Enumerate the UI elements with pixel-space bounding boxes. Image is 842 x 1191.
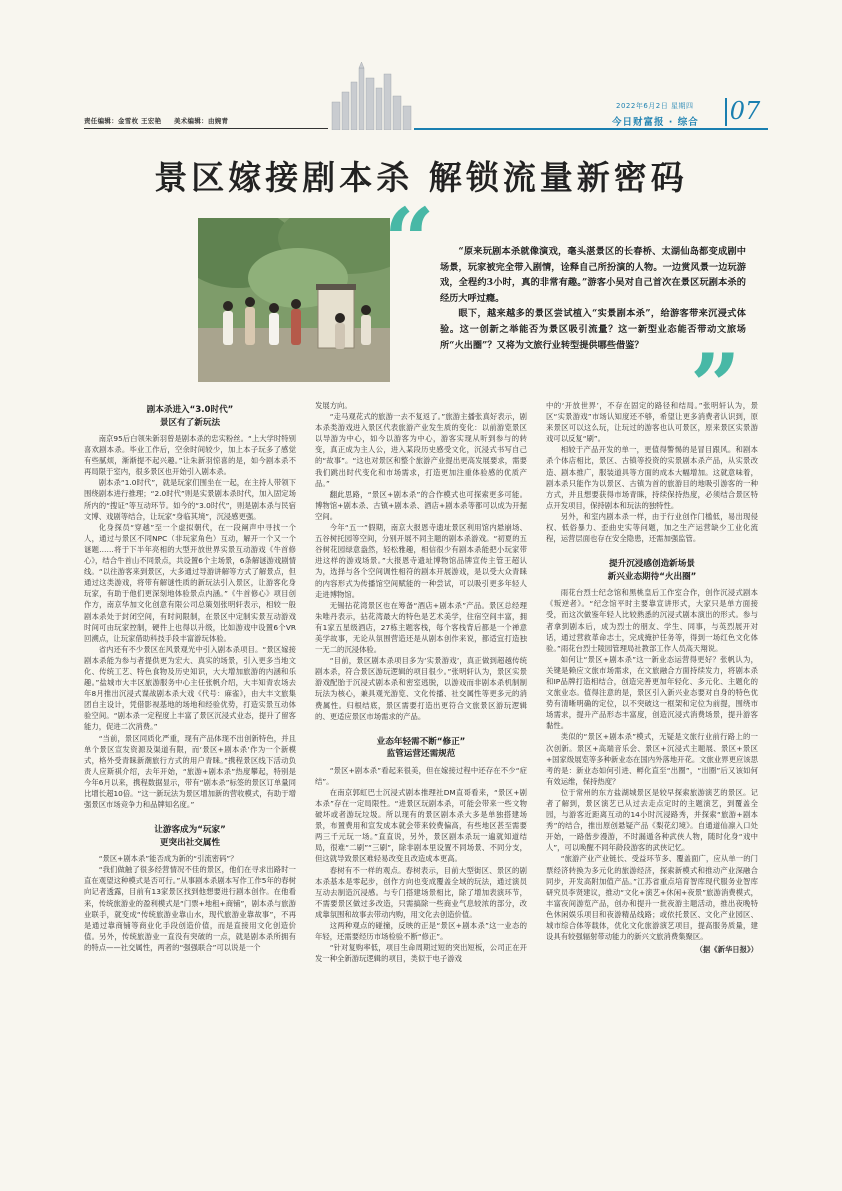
subheading-line: 更突出社交属性 [159, 837, 221, 848]
body-paragraph: 雨花台烈士纪念馆和黑桃皇后工作室合作，创作沉浸式剧本《叛逆者》。“纪念馆平时主要靠宣讲形式，大家只是单方面接受，而这次做鉴年轻人比较熟悉的沉浸式剧本演出的形式。参与者拿到剧本后，成为烈士的朋友、学生、同事，与英烈展开对话，通过营救革命志士，完成掩护任务等，得到一场红色文化体验。”雨花台烈士陵园管理局社教部工作人员高天翔说。 [546, 588, 758, 653]
intro-lead [440, 244, 746, 353]
body-paragraph: 春树有不一样的观点。春树表示，目前大型街区、景区的剧本杀基本是零起步，创作方向也变成覆盖全域的玩法，通过演员互动去制造沉浸感。与专门搭建场景相比，除了增加表演环节，不需要景区做过多改造，只需搞除一些商业气息较浓的部分，改成靠氛围和故事去带动内购，用文化去创造价值。 [315, 865, 527, 919]
editors-line [84, 116, 238, 125]
issue-date: 2022年6月2日 星期四 [616, 102, 694, 110]
body-paragraph: “针对复购率低，项目生命周期过短的突出短板，公司正在开发一种全新游玩逻辑的项目，类似于电子游戏 [315, 943, 527, 964]
body-paragraph: 剧本杀“1.0时代”，就是玩家们围坐在一起，在主持人带领下围绕剧本进行推理；“2.0时代”则是实景剧本杀时代，加入固定场所内的“搜证”等互动环节。如今的“3.0时代”，则是剧本杀与民宿文博、戏剧等结合，让玩家“身临其境”，沉浸感更强。 [84, 478, 296, 521]
page-number-divider [725, 98, 727, 126]
source-credit: （据《新华日报》） [695, 945, 758, 955]
subheading-line: 新兴业态期待“火出圈” [607, 571, 697, 582]
body-paragraph: 化身探员“穿越”至一个虚拟朝代，在一段阐声中寻找一个人，通过与景区不同NPC（非玩家角色）互动，解开一个又一个谜题……将于下半年亮相的大型开放世界实景互动游戏《牛首修心》，结合牛首山不同景点，共设置6个主场景，6条解谜游戏剧情线。“以往游客来到景区，大多通过导游讲解等方式了解景点，但通过这类游戏，将带有解谜性质的新玩法引入景区，让游客化身玩家，有助于他们更深刻地体验景点内涵。”《牛首修心》项目创作方，南京华加文化创意有限公司总策划张明轩表示，相较一般剧本杀处于封闭空间，有时间限制，在景区中定制实景互动游戏时间可由玩家控制，硬件上也得以升级，比如游戏中设置6个VR回溯点，让玩家借助科技手段丰富游玩体验。 [84, 522, 296, 643]
subheading [84, 824, 296, 849]
subheading [84, 404, 296, 429]
subheading [546, 558, 758, 583]
body-paragraph: “目前，景区剧本杀项目多为‘实景游戏’，真正做到超越传统剧本杀，符合景区游玩逻辑的项目很少。”张明轩认为，景区实景游戏配胎于沉浸式剧本杀和密室逃脱，以游戏而非剧本杀机制制玩法为核心，兼具观光游览、文化传播、社交属性等更多元的消费属性。归根结底，景区需要打造出更符合文旅景区游玩逻辑的、更适应景区市场需求的产品。 [315, 656, 527, 721]
body-paragraph: “我们做触了很多经营情况不佳的景区，他们在寻求出路时一直在观望这种模式是否可行。”从事剧本杀剧本写作工作5年的春树向记者透露，目前有13家景区找到他想要进行剧本创作。在他看来，传统旅游业的盈利模式是“门票+地租+商铺”，剧本杀与旅游业联手，就变成“传统旅游业靠山水，现代旅游业靠故事”，不再是通过靠商铺等商业化手段创造价值，而是直接用文化创造价值。另外，传统旅游业一直没有突破的一点，就是剧本杀所拥有的特点——社交属性，两者的“强强联合”可以说是一个 [84, 865, 296, 952]
body-paragraph: “走马观花式的旅游一去不复返了。”旅游主播张真好表示，剧本杀类游戏进入景区代表旅游产业发生质的变化：以前游览景区以导游为中心，如今以游客为中心，游客实现从听到参与的转变，真正成为主人公，进入某段历史感受文化，沉浸式书写自己的“故事”。“这也对景区和整个旅游产业提出更高发展要求，需要我们跳出时代变化和市场需求，打造更加注重体验感的优质产品。” [315, 412, 527, 488]
subheading-line: 剧本杀进入“3.0时代” [146, 405, 234, 415]
body-paragraph: 另外，和室内剧本杀一样，由于行业创作门槛低，易出现侵权、低俗暴力、歪曲史实等问题，加之生产运营缺少工业化流程，运营层面也存在安全隐患，还需加强监管。 [546, 511, 758, 544]
intro-paragraph: “原来玩剧本杀就像演戏，毫头湛景区的长春桥、太湖仙岛都变成剧中场景，玩家被完全带入剧情，诠释自己所扮演的人物。一边赏风景一边玩游戏，全程约3小时，真的非常有趣。”游客小吴对自己首次在景区玩剧本杀的经历大呼过瘾。 [440, 246, 746, 304]
body-paragraph: 南京95后白领朱新羽曾是剧本杀的忠实粉丝。“上大学时特别喜欢剧本杀。毕业工作后，空余时间较少，加上本子玩多了感觉有些腻烦，渐渐提不起兴趣。”让朱新羽惊喜的是，如今剧本杀不再局限于室内，很多景区也开始引入剧本杀。 [84, 434, 296, 477]
body-paragraph: 发展方向。 [315, 401, 352, 410]
editor-credit: 责任编辑：金雪枚 王宏艳 [84, 117, 162, 125]
close-quote-mark: ” [690, 334, 741, 438]
body-paragraph: 省内还有不少景区在风景观光中引入剧本杀项目。“景区嫁接剧本杀能为参与者提供更为宏大、真实的场景，引入更多当地文化、传统工艺、特色食物及历史知识，大大增加旅游的内涵和乐趣。”盐城市大丰区旅游服务中心主任张帆介绍，大丰知青农场去年8月推出沉浸式谍战剧本杀大戏《代号：麻雀》，由大丰文旅集团自主设计，凭借影视基地的场地和经验优势，打造实景互动体验空间。“剧本杀一定程度上丰富了景区沉浸式业态，提升了留客能力，促进二次消费。” [84, 644, 296, 732]
body-paragraph: 相较于产品开发的单一，更值得警惕的是冒目跟风。和剧本杀个体店相比，景区、古镇等投资的实景剧本杀产品，从实景改造、剧本推广，服装道具等方面的成本大幅增加。这就意味着，剧本杀只能作为以景区、古镇为首的旅游目的地吸引游客的一种方式，并且想要获得市场青睐，持续保持热度，必须结合景区特点开发项目，保持剧本和玩法的独特性。 [546, 445, 758, 510]
body-paragraph: “旅游产业产业链长、受益环节多、覆盖面广，应从单一的门票经济转换为多元化的旅游经济，探索新模式和推动产业深融合同步，开发高附加值产品。”江苏省重点培育智库现代服务业智库研究员李贤建议，推动“文化+演艺+休闲+夜景”旅游消费模式，丰富夜间游览产品，创办和提升一批夜游主题活动，推出夜晚特色休闲娱乐项目和夜游精品线路；或依托景区、文化产业园区、城市综合体等载体，优化文化旅游演艺项目，提高服务质量，建设具有较强辐射带动能力的新兴文旅消费集聚区。 [546, 854, 758, 942]
body-paragraph: 类似的“景区+剧本杀”模式，无疑是文旅行业前行路上的一次创新。景区+高端音乐会、景区+沉浸式主题展、景区+景区+国家级展览等多种新业态在国内外落地开花。文旅业界更应该思考的是：新业态如何引进、孵化直至“出圈”，“出圈”后又该如何有效运维，保持热度？ [546, 732, 758, 786]
open-quote-mark: “ [384, 188, 435, 292]
article-column-2 [315, 400, 527, 964]
section-brand: 今日财富报 · 综合 [612, 117, 699, 128]
body-paragraph: 无锡拈花湾景区也在筹备“酒店+剧本杀”产品。景区总经理朱唯丹表示，拈花湾最大的特色是艺术美学，住宿空间丰富，拥有1家五星级酒店，27栋主题客栈，每个客栈背后都是一个禅意美学故事，无论从氛围营造还是从剧本创作来说，都适宜打造独一无二的沉浸体验。 [315, 600, 527, 655]
subheading-line: 景区有了新玩法 [159, 417, 221, 428]
body-paragraph: 今年“五一”假期，南京大报恩寺遗址景区利用馆内悬崩场、五谷树托园等空间，分别开展不同主题的剧本杀游戏。“初夏的五谷树花园绿意盎然，轻松雅趣，相信很少有剧本杀能把小玩家带进这样的游戏场景。”大报恩寺遗址博物馆品牌宣传主管王超认为，选择与各个空间调性相符的剧本开展游戏，是以受大众青睐的内容形式为传播馆空间赋能的一种尝试，可以吸引更多年轻人走进博物馆。 [315, 523, 527, 599]
subheading-line: 业态年轻需不断“修正” [376, 736, 466, 747]
scenic-costume-photo [198, 218, 390, 382]
subheading-line: 监管运营还需规范 [386, 749, 456, 760]
header-rule-left [84, 128, 328, 129]
body-paragraph: “景区+剧本杀”能否成为新的“引流密码”？ [98, 854, 238, 864]
article-column-1 [84, 400, 296, 953]
page-number: 07 [729, 97, 761, 125]
city-skyline-graphic [328, 62, 414, 130]
body-paragraph: 中的‘开放世界’，不存在固定的路径和结局。”张明轩认为，景区“实景游戏”市场认知度还不够，希望让更多消费者认识到，原来景区可以这么玩，让玩过的游客也认可景区，原来景区实景游戏可以反复“刷”。 [546, 401, 758, 444]
body-paragraph: “景区+剧本杀”看起来很美，但在嫁接过程中还存在不少“症结”。 [315, 765, 527, 786]
subheading [315, 736, 527, 761]
subheading-line: 提升沉浸感创造新场景 [609, 559, 695, 570]
body-paragraph: 翻此思路，“景区+剧本杀”的合作模式也可探索更多可能。博物馆+剧本杀、古镇+剧本杀、酒店+剧本杀等都可以成为开掘空间。 [315, 489, 527, 521]
body-paragraph: 如何让“景区+剧本杀”这一新业态运营得更好？张帆认为，关键是赖应文旅市场需求，在文旅融合方面持续发力，将剧本杀和IP品牌打造相结合，创造完善更加年轻化、多元化、主题化的文旅业态。值得注意的是，景区引入新兴业态要对自身的特色优势有清晰明确的定位，以不突破这一框架和定位为前提，围绕市场需求，提升产品形态丰富度，创造沉浸式消费场景，提升游客黏性。 [546, 654, 758, 731]
header-rule-right [414, 128, 768, 130]
body-paragraph: 这两种观点的碰撞，反映的正是“景区+剧本杀”这一业态的年轻，还需要经历市场检验不断“修正”。 [315, 921, 527, 942]
article-photo [198, 218, 390, 382]
body-paragraph: 在南京郭虹巴士沉浸式剧本推理社DM直哥看来，“景区+剧本杀”存在一定局限性。“进景区玩剧本杀，可能会带来一些文物破坏或者游玩垃圾。所以现有的景区剧本杀大多是单独搭建场景，布置费用和宣发成本就会带来较费偏高，有些地区甚至需要两三千元玩一场。”直直说，另外，景区剧本杀玩一遍就知道结局，很难“二刷”“三刷”，除非剧本里设置不同场景、不同分支，但这就导致景区难轻易改变且改造成本更高。 [315, 787, 527, 864]
headline: 景区嫁接剧本杀 解锁流量新密码 [154, 158, 688, 197]
subheading-line: 让游客成为“玩家” [154, 825, 226, 836]
intro-paragraph: 眼下，越来越多的景区尝试植入“实景剧本杀”，给游客带来沉浸式体验。这一创新之举能否为景区吸引流量？这一新型业态能否带动文旅场所“火出圈”？又将为文旅行业转型提供哪些借鉴？ [440, 308, 746, 351]
body-paragraph: 位于常州的东方盐湖城景区是较早探索旅游演艺的景区。记者了解到，景区演艺已从过去走点定时的主题演艺，到覆盖全园，与游客近距离互动的14小时沉浸路秀，并探索“旅游+剧本秀”的结合，推出原创悬疑产品《梨花幻境》。自通道仙凛入口处开始，一路偕步漫游，不时漏遁各种武侠人物，随时化身“戏中人”，可以唤醒不同年龄段游客的武侠记忆。 [546, 787, 758, 853]
art-editor-credit: 美术编辑：由婉青 [173, 117, 229, 125]
body-paragraph: “当前，景区同质化严重，现有产品体现不出创新特色，并且单个景区宣发资源及渠道有限，而‘景区+剧本杀’作为一个新模式，格外受青睐新潮旅行方式的用户青睐。”携程景区线下活动负责人应斯祺介绍，去年开始，“旅游+剧本杀”热度攀起，特别是今年6月以来，携程数据显示，带有“剧本杀”标签的景区订单量同比增长超10倍。“这一新玩法为景区增加新的营收模式，有助于增强景区市场竞争力和品牌知名度。” [84, 733, 296, 810]
article-column-3 [546, 400, 758, 955]
